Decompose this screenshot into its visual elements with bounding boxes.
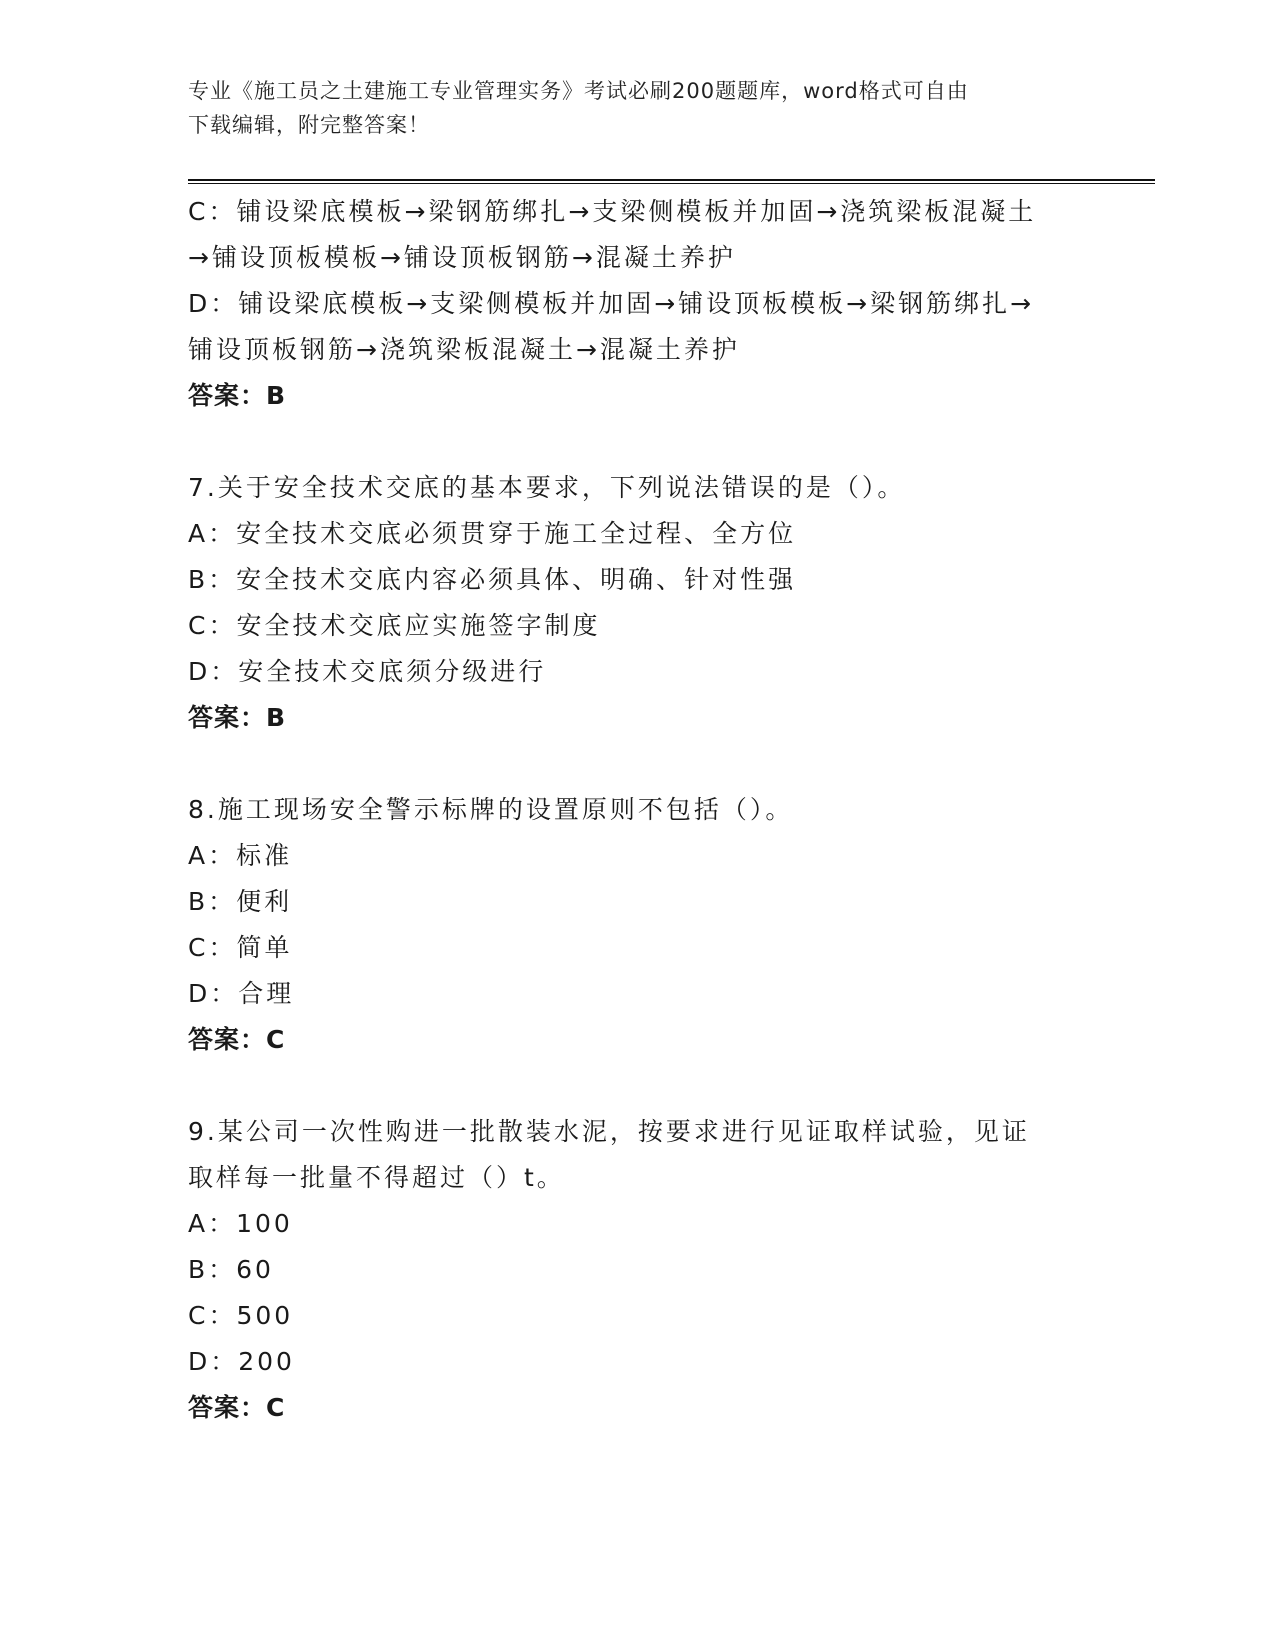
q8-stem: 8.施工现场安全警示标牌的设置原则不包括（）。 (188, 795, 794, 824)
question-content (188, 189, 1088, 1431)
q7-option-b: B：安全技术交底内容必须具体、明确、针对性强 (188, 565, 797, 594)
q6-answer: 答案：B (188, 381, 287, 410)
q9-answer: 答案：C (188, 1393, 286, 1422)
q9-stem-line-2: 取样每一批量不得超过（）t。 (188, 1163, 565, 1192)
question-block-7 (188, 465, 1088, 741)
q7-option-d: D：安全技术交底须分级进行 (188, 657, 547, 686)
header-line-2: 下载编辑，附完整答案！ (188, 113, 430, 137)
q8-option-b: B：便利 (188, 887, 293, 916)
q9-option-c: C：500 (188, 1301, 294, 1330)
question-block-9 (188, 1109, 1088, 1431)
q7-stem: 7.关于安全技术交底的基本要求，下列说法错误的是（）。 (188, 473, 906, 502)
question-block-8 (188, 787, 1088, 1063)
q7-option-c: C：安全技术交底应实施签字制度 (188, 611, 601, 640)
header-divider-thick (188, 179, 1155, 181)
document-header (188, 74, 1088, 142)
spacer (188, 741, 1088, 787)
q9-option-a: A：100 (188, 1209, 293, 1238)
q6-option-c-line-1: C：铺设梁底模板→梁钢筋绑扎→支梁侧模板并加固→浇筑梁板混凝土 (188, 197, 1037, 226)
q8-answer: 答案：C (188, 1025, 286, 1054)
q9-stem-line-1: 9.某公司一次性购进一批散装水泥，按要求进行见证取样试验，见证 (188, 1117, 1030, 1146)
spacer (188, 1063, 1088, 1109)
header-line-1: 专业《施工员之土建施工专业管理实务》考试必刷200题题库，word格式可自由 (188, 79, 969, 103)
q7-answer: 答案：B (188, 703, 287, 732)
question-block-6 (188, 189, 1088, 419)
q8-option-c: C：简单 (188, 933, 293, 962)
q9-option-b: B：60 (188, 1255, 274, 1284)
q8-option-d: D：合理 (188, 979, 295, 1008)
header-divider-thin (188, 183, 1155, 184)
q7-option-a: A：安全技术交底必须贯穿于施工全过程、全方位 (188, 519, 797, 548)
q6-option-c-line-2: →铺设顶板模板→铺设顶板钢筋→混凝土养护 (188, 243, 736, 272)
q9-option-d: D：200 (188, 1347, 295, 1376)
q6-option-d-line-2: 铺设顶板钢筋→浇筑梁板混凝土→混凝土养护 (188, 335, 740, 364)
spacer (188, 419, 1088, 465)
q6-option-d-line-1: D：铺设梁底模板→支梁侧模板并加固→铺设顶板模板→梁钢筋绑扎→ (188, 289, 1035, 318)
q8-option-a: A：标准 (188, 841, 293, 870)
